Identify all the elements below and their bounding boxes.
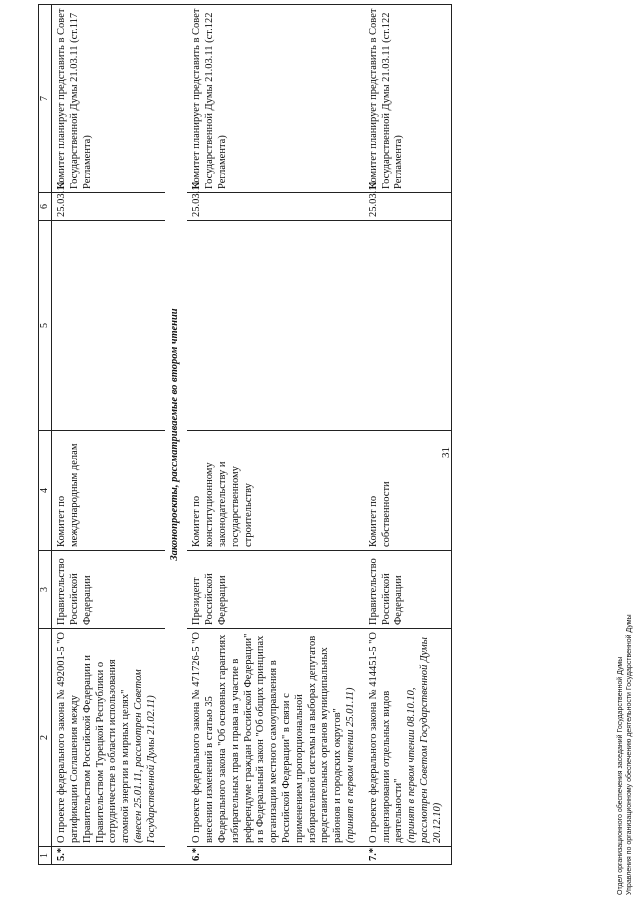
plan-cell: Комитет планирует представить в Совет Государственной Думы 21.03.11 (ст.122 Регламента) [187, 5, 363, 193]
empty-cell [364, 221, 451, 431]
column-number: 7 [39, 5, 52, 193]
column-number: 4 [39, 431, 52, 551]
table-row [364, 5, 451, 865]
initiator-cell: Правительство Российской Федерации [52, 551, 165, 629]
table-row [187, 5, 363, 865]
column-number: 6 [39, 193, 52, 221]
column-number: 1 [39, 847, 52, 865]
date-cell: 25.03.11 [187, 193, 363, 221]
committee-cell: Комитет по собственности [364, 431, 451, 551]
footer-line: Управления по организационному обеспечению деятельности Государственной Думы [626, 614, 634, 895]
footer-line: Отдел организационного обеспечения заседаний Государственной Думы [617, 656, 624, 895]
bill-note: (внесен 25.01.11, рассмотрен Советом Государственной Думы 21.02.11) [132, 669, 157, 843]
committee-cell: Комитет по международным делам [52, 431, 165, 551]
empty-cell [52, 221, 165, 431]
row-number: 7.* [364, 847, 451, 865]
row-number: 5.* [52, 847, 165, 865]
bill-title: О проекте федерального закона № 414451-5 "О лицензировании отдельных видов деятельности" [367, 631, 405, 843]
bill-cell [187, 629, 363, 847]
bill-note: (принят в первом чтении 25.01.11) [344, 687, 356, 843]
date-cell: 25.03.11 [364, 193, 451, 221]
table-row [52, 5, 165, 865]
section-row [165, 5, 188, 865]
bill-note: (принят в первом чтении 08.10.10, рассмотрен Советом Государственной Думы 20.12.10) [406, 637, 443, 843]
column-numbers-row [39, 5, 52, 865]
plan-cell: Комитет планирует представить в Совет Государственной Думы 21.03.11 (ст.117 Регламента) [52, 5, 165, 193]
column-number: 2 [39, 629, 52, 847]
column-number: 5 [39, 221, 52, 431]
row-number: 6.* [187, 847, 363, 865]
section-title: Законопроекты, рассматриваемые во втором чтении [165, 5, 188, 865]
plan-cell: Комитет планирует представить в Совет Государственной Думы 21.03.11 (ст.122 Регламента) [364, 5, 451, 193]
bill-cell [364, 629, 451, 847]
committee-cell: Комитет по конституционному законодательству и государственному строительству [187, 431, 363, 551]
bill-cell [52, 629, 165, 847]
page-number: 31 [440, 447, 452, 458]
initiator-cell: Президент Российской Федерации [187, 551, 363, 629]
bill-title: О проекте федерального закона № 471726-5 "О внесении изменений в статью 35 Федерального закона "Об основных гарантиях избирательных прав и права на участие в референдуме граждан Российской Федерации" и в Федеральный закон "Об общих принципах организации местного самоуправления в Российской Федерации" в связи с применением пропорциональной избирательной системы на выборах депутатов представительных органов муниципальных районов и городских округов" [191, 631, 344, 843]
date-cell: 25.03.11 [52, 193, 165, 221]
bill-title: О проекте федерального закона № 492001-5 "О ратификации Соглашения между Правительством Российской Федерации и Правительством Турецкой Республики о сотрудничестве в области использования атомной энергии в мирных целях" [56, 631, 132, 843]
initiator-cell: Правительство Российской Федерации [364, 551, 451, 629]
column-number: 3 [39, 551, 52, 629]
bills-table [38, 4, 452, 865]
footer [616, 614, 634, 895]
empty-cell [187, 221, 363, 431]
